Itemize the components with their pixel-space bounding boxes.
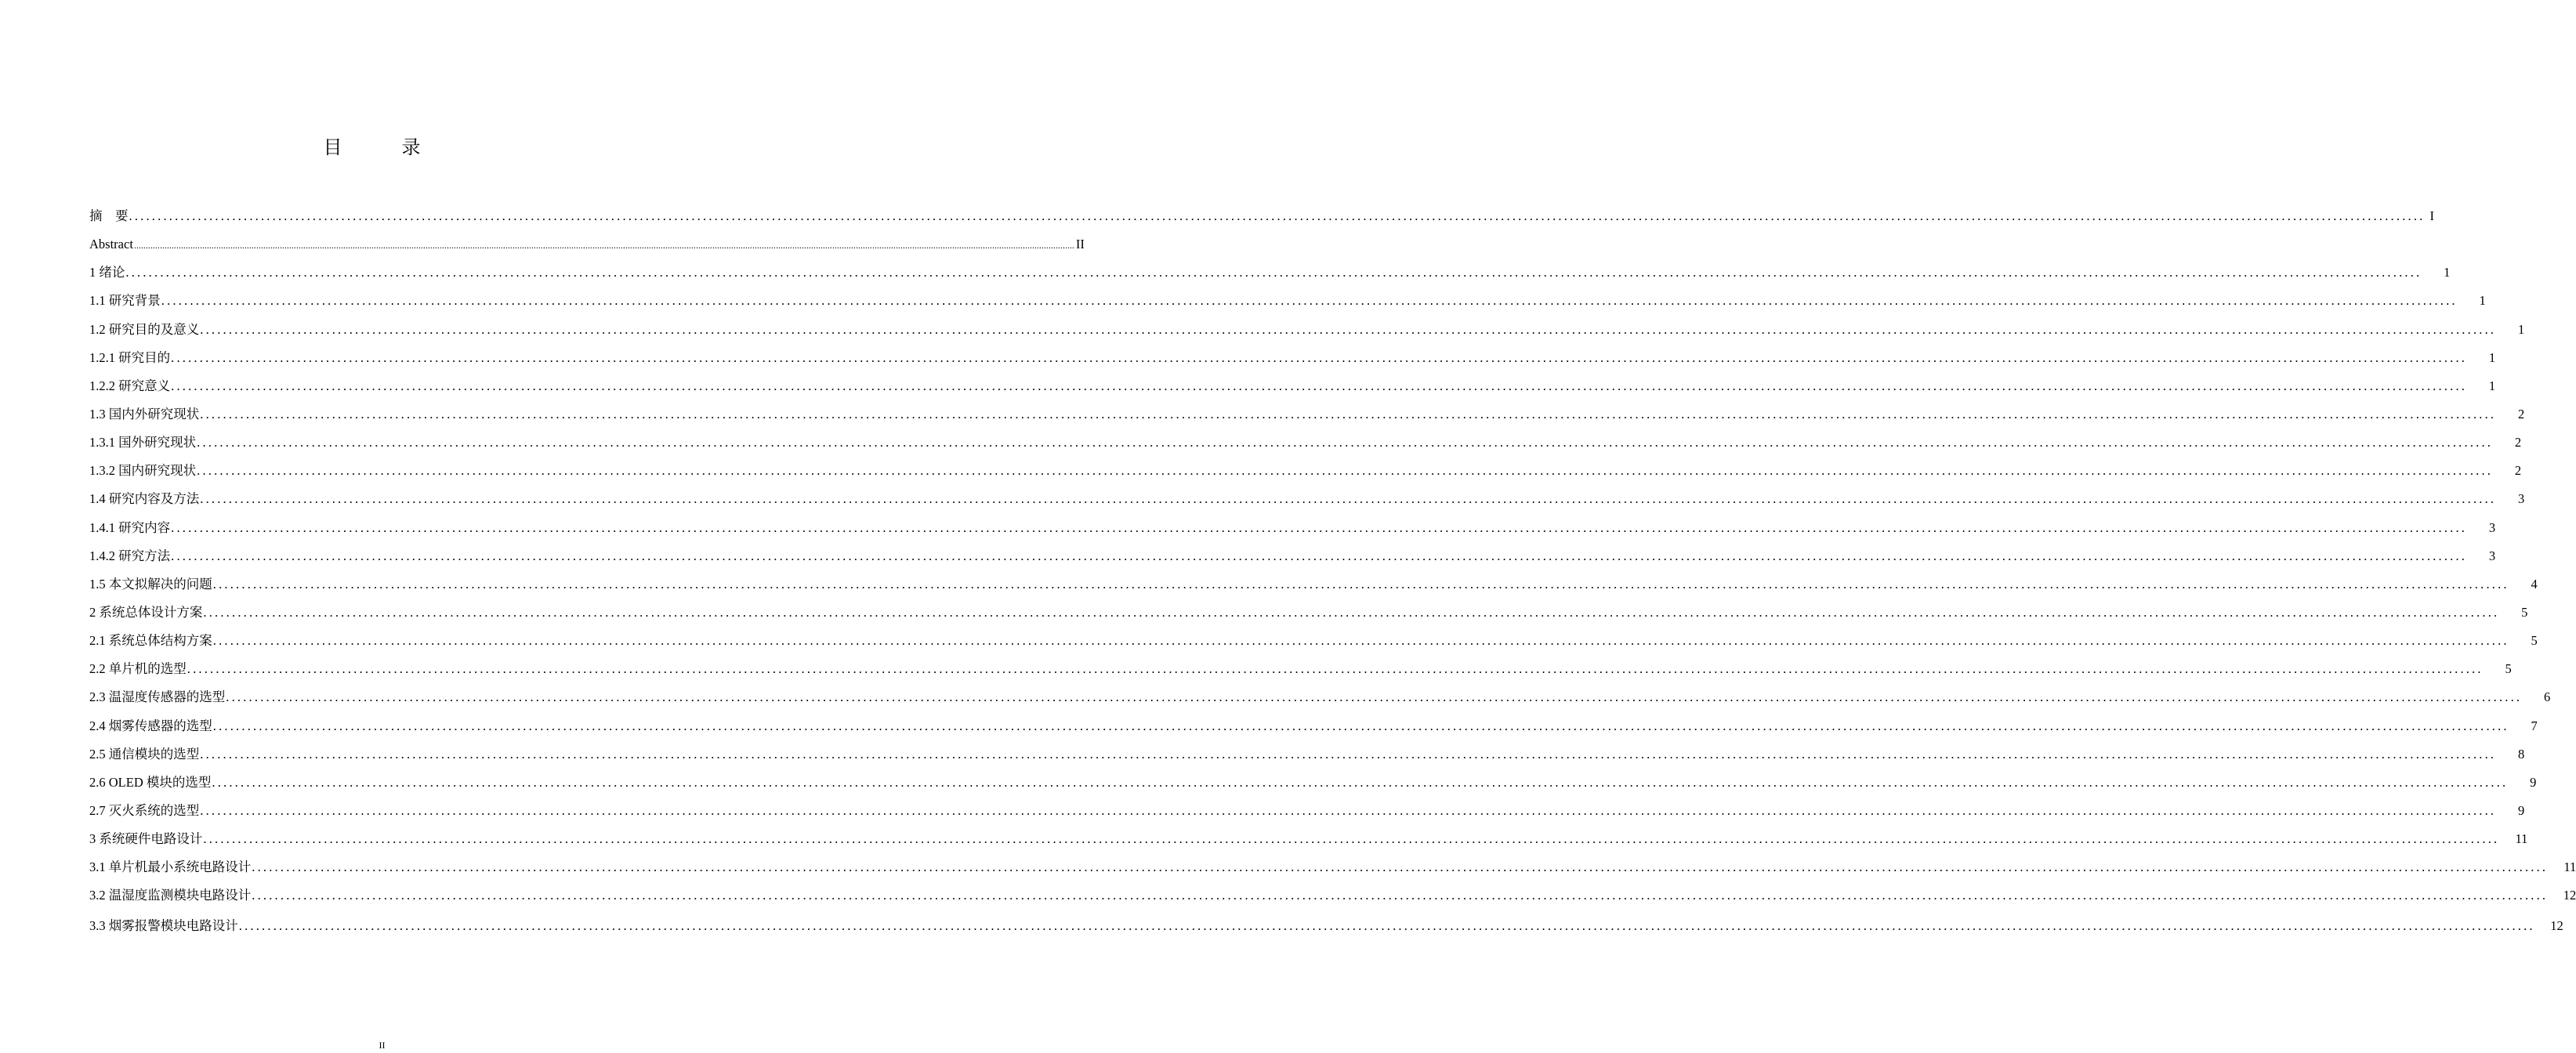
toc-leader-dots: ................................................................................................................................................................................................................................................................................................................................................................................................................ <box>200 746 2497 762</box>
toc-entry[interactable] <box>89 457 2522 485</box>
toc-entry-page: 1 <box>2488 349 2496 365</box>
toc-entry-page: 5 <box>2505 661 2512 677</box>
toc-entry-page: 1 <box>2444 265 2451 280</box>
toc-leader-dots: ................................................................................................................................................................................................................................................................................................................................................................................................................ <box>125 265 2422 280</box>
toc-entry-label: Abstract <box>89 237 133 252</box>
toc-title: 目 录 <box>323 136 441 158</box>
toc-entry[interactable] <box>89 627 2538 655</box>
toc-leader-dots: ................................................................................................................................................................................................................................................................................................................................................................................................................ <box>252 888 2549 903</box>
toc-leader-dots: ................................................................................................................................................................................................................................................................................................................................................................................................................ <box>187 661 2484 677</box>
toc-entry-page: 1 <box>2488 378 2496 393</box>
toc-entry-label: 2 系统总体设计方案 <box>89 604 203 620</box>
toc-entry[interactable] <box>89 287 2486 315</box>
toc-leader-dots: ................................................................................................................................................................................................................................................................................................................................................................................................................ <box>200 491 2497 507</box>
toc-entry-page: 9 <box>2518 802 2525 818</box>
toc-entry[interactable] <box>89 853 2576 881</box>
toc-leader-dots: ................................................................................................................................................................................................................................................................................................................................................................................................................ <box>203 604 2500 620</box>
toc-entry-label: 2.3 温湿度传感器的选型 <box>89 689 226 705</box>
toc-entry-label: 2.2 单片机的选型 <box>89 661 187 677</box>
toc-entry[interactable] <box>89 570 2538 599</box>
toc-entry-label: 2.6 OLED 模块的选型 <box>89 774 212 790</box>
toc-entry-page: 2 <box>2514 435 2522 451</box>
toc-entry-label: 1.3.1 国外研究现状 <box>89 435 197 451</box>
toc-entry-label: 3.1 单片机最小系统电路设计 <box>89 859 252 875</box>
toc-entry-page: 2 <box>2514 463 2522 479</box>
toc-leader-dots: ................................................................................................................................................................................................................................................................................................................................................................................................................ <box>212 576 2509 592</box>
page-number-footer: II <box>379 1040 386 1051</box>
toc-entry-label: 1.1 研究背景 <box>89 293 161 309</box>
toc-entry-label: 摘 要 <box>89 208 129 223</box>
toc-entry-page: 9 <box>2530 774 2537 790</box>
toc-entry[interactable] <box>89 259 2451 287</box>
toc-entry[interactable] <box>89 372 2496 400</box>
toc-entry-label: 1.5 本文拟解决的问题 <box>89 576 212 592</box>
toc-leader-dots: ................................................................................................................................................................................................................................................................................................................................................................................................................ <box>197 463 2494 479</box>
toc-entry-page: 1 <box>2479 293 2486 309</box>
toc-leader-dots: ................................................................................................................................................................................................................................................................................................................................................................................................................ <box>238 917 2535 933</box>
toc-entry-label: 2.5 通信模块的选型 <box>89 746 200 762</box>
toc-entry-page: 12 <box>2563 888 2576 903</box>
toc-entry[interactable] <box>89 514 2496 542</box>
toc-entry[interactable] <box>89 769 2537 797</box>
toc-entry-page: 6 <box>2544 689 2551 705</box>
toc-entry-label: 3 系统硬件电路设计 <box>89 831 203 847</box>
toc-entry[interactable] <box>89 825 2528 853</box>
toc-entry[interactable] <box>89 400 2525 429</box>
toc-entry[interactable] <box>89 230 1085 259</box>
toc-entry[interactable] <box>89 740 2525 769</box>
toc-entry[interactable] <box>89 881 2576 910</box>
toc-entry[interactable] <box>89 912 2563 940</box>
toc-list <box>89 202 2576 940</box>
toc-entry-page: 5 <box>2531 633 2538 649</box>
toc-leader-dots: ................................................................................................................................................................................................................................................................................................................................................................................................................ <box>171 519 2468 535</box>
toc-entry[interactable] <box>89 683 2551 711</box>
toc-entry-page: 12 <box>2550 917 2563 933</box>
toc-entry[interactable] <box>89 599 2528 627</box>
toc-leader-dots: ................................................................................................................................................................................................................................................................................................................................................................................................................ <box>133 240 1074 251</box>
toc-entry[interactable] <box>89 655 2512 683</box>
toc-entry-page: I <box>2429 208 2434 223</box>
toc-entry-page: 3 <box>2518 491 2525 507</box>
toc-entry[interactable] <box>89 542 2496 570</box>
toc-leader-dots: ................................................................................................................................................................................................................................................................................................................................................................................................................ <box>171 378 2468 393</box>
toc-entry-label: 1.4.2 研究方法 <box>89 548 171 563</box>
toc-leader-dots: ................................................................................................................................................................................................................................................................................................................................................................................................................ <box>171 349 2468 365</box>
toc-entry-label: 1.2 研究目的及意义 <box>89 321 200 337</box>
toc-entry-page: 2 <box>2518 406 2525 422</box>
toc-entry[interactable] <box>89 797 2525 825</box>
toc-entry[interactable] <box>89 344 2496 372</box>
toc-entry-page: 7 <box>2531 718 2538 733</box>
toc-entry[interactable] <box>89 485 2525 513</box>
toc-entry-label: 1.2.1 研究目的 <box>89 349 171 365</box>
toc-entry-label: 1.2.2 研究意义 <box>89 378 171 393</box>
toc-leader-dots: ................................................................................................................................................................................................................................................................................................................................................................................................................ <box>200 321 2497 337</box>
toc-entry-page: 5 <box>2521 604 2528 620</box>
toc-entry[interactable] <box>89 316 2525 344</box>
toc-leader-dots: ................................................................................................................................................................................................................................................................................................................................................................................................................ <box>200 802 2497 818</box>
toc-entry-label: 2.7 灭火系统的选型 <box>89 802 200 818</box>
toc-entry-page: 3 <box>2488 548 2496 563</box>
toc-entry-label: 3.2 温湿度监测模块电路设计 <box>89 888 252 903</box>
toc-leader-dots: ................................................................................................................................................................................................................................................................................................................................................................................................................ <box>197 435 2494 451</box>
toc-leader-dots: ................................................................................................................................................................................................................................................................................................................................................................................................................ <box>129 208 2426 223</box>
toc-entry[interactable] <box>89 429 2522 457</box>
toc-leader-dots: ................................................................................................................................................................................................................................................................................................................................................................................................................ <box>252 859 2549 875</box>
toc-entry-page: 3 <box>2488 519 2496 535</box>
toc-entry-page: 8 <box>2518 746 2525 762</box>
toc-leader-dots: ................................................................................................................................................................................................................................................................................................................................................................................................................ <box>212 774 2509 790</box>
toc-entry-label: 1.3 国内外研究现状 <box>89 406 200 422</box>
toc-entry-label: 1.4 研究内容及方法 <box>89 491 200 507</box>
toc-entry[interactable] <box>89 712 2538 740</box>
toc-entry-page: 11 <box>2515 831 2528 847</box>
toc-entry-label: 2.1 系统总体结构方案 <box>89 633 212 649</box>
toc-entry-page: 11 <box>2563 859 2576 875</box>
toc-entry-label: 1.4.1 研究内容 <box>89 519 171 535</box>
toc-entry-page: II <box>1075 237 1085 252</box>
toc-entry[interactable] <box>89 202 2434 230</box>
toc-entry-page: 4 <box>2531 576 2538 592</box>
toc-entry-label: 1 绪论 <box>89 265 125 280</box>
toc-entry-label: 2.4 烟雾传感器的选型 <box>89 718 212 733</box>
toc-entry-label: 3.3 烟雾报警模块电路设计 <box>89 917 238 933</box>
toc-leader-dots: ................................................................................................................................................................................................................................................................................................................................................................................................................ <box>226 689 2523 705</box>
toc-entry-page: 1 <box>2518 321 2525 337</box>
toc-entry-label: 1.3.2 国内研究现状 <box>89 463 197 479</box>
toc-leader-dots: ................................................................................................................................................................................................................................................................................................................................................................................................................ <box>212 633 2509 649</box>
toc-leader-dots: ................................................................................................................................................................................................................................................................................................................................................................................................................ <box>171 548 2468 563</box>
toc-leader-dots: ................................................................................................................................................................................................................................................................................................................................................................................................................ <box>200 406 2497 422</box>
toc-leader-dots: ................................................................................................................................................................................................................................................................................................................................................................................................................ <box>212 718 2509 733</box>
toc-leader-dots: ................................................................................................................................................................................................................................................................................................................................................................................................................ <box>203 831 2500 847</box>
toc-leader-dots: ................................................................................................................................................................................................................................................................................................................................................................................................................ <box>161 293 2458 309</box>
